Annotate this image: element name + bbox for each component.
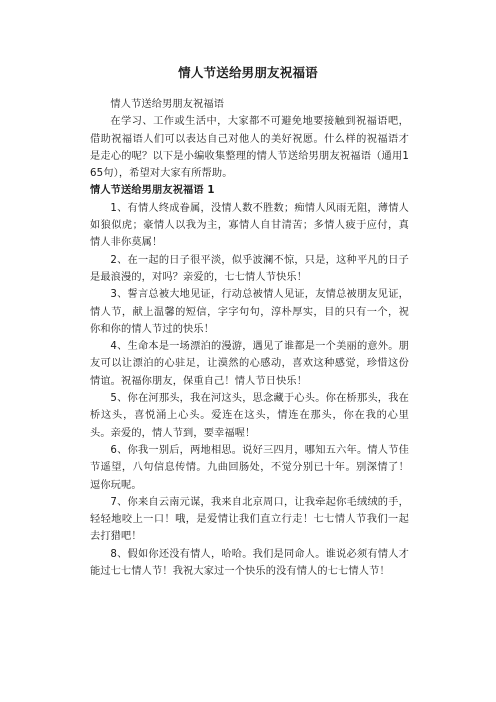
wish-item-1: 1、有情人终成眷属，没情人数不胜数；痴情人风雨无阻，薄情人如狼似虎；豪情人以我为主，寡情人自甘清苦；多情人疲于应付，真情人非你莫属！ <box>90 202 409 249</box>
wish-item-4: 4、生命本是一场漂泊的漫游，遇见了谁都是一个美丽的意外。朋友可以让漂泊的心驻足，让漠然的心感动，喜欢这种感觉，珍惜这份情谊。祝福你朋友，保重自己！情人节日快乐！ <box>90 341 409 387</box>
document-body <box>90 96 409 580</box>
wish-item-8: 8、假如你还没有情人，哈哈。我们是同命人。谁说必须有情人才能过七七情人节！我祝大家过一个快乐的没有情人的七七情人节！ <box>90 548 409 578</box>
wish-item-6: 6、你我一别后，两地相思。说好三四月，哪知五六年。情人节佳节遥望，八句信息传情。九曲回肠处，不觉分别已十年。别深情了！逗你玩呢。 <box>90 444 409 491</box>
wish-item-5: 5、你在河那头，我在河这头，思念藏于心头。你在桥那头，我在桥这头，喜悦涌上心头。爱连在这头，情连在那头，你在我的心里头。亲爱的，情人节到，要幸福喔！ <box>90 393 409 439</box>
wish-item-2: 2、在一起的日子很平淡，似乎波澜不惊，只是，这种平凡的日子是最浪漫的，对吗？亲爱的，七七情人节快乐！ <box>90 254 409 283</box>
wish-item-3: 3、誓言总被大地见证，行动总被情人见证，友情总被朋友见证，情人节，献上温馨的短信，字字句句，淳朴厚实，目的只有一个，祝你和你的情人节过的快乐！ <box>90 289 409 335</box>
intro-subtitle: 情人节送给男朋友祝福语 <box>110 99 225 110</box>
wish-item-7: 7、你来自云南元谋，我来自北京周口，让我牵起你毛绒绒的手，轻轻地咬上一口！哦，是爱情让我们直立行走！七七情人节我们一起去打猎吧！ <box>90 496 409 543</box>
intro-paragraph: 在学习、工作或生活中，大家都不可避免地要接触到祝福语吧，借助祝福语人们可以表达自己对他人的美好祝愿。什么样的祝福语才是走心的呢？以下是小编收集整理的情人节送给男朋友祝福语（通用165句），希望对大家有所帮助。 <box>90 116 409 180</box>
document-title: 情人节送给男朋友祝福语 <box>178 65 318 80</box>
section-heading: 情人节送给男朋友祝福语 1 <box>90 185 215 197</box>
